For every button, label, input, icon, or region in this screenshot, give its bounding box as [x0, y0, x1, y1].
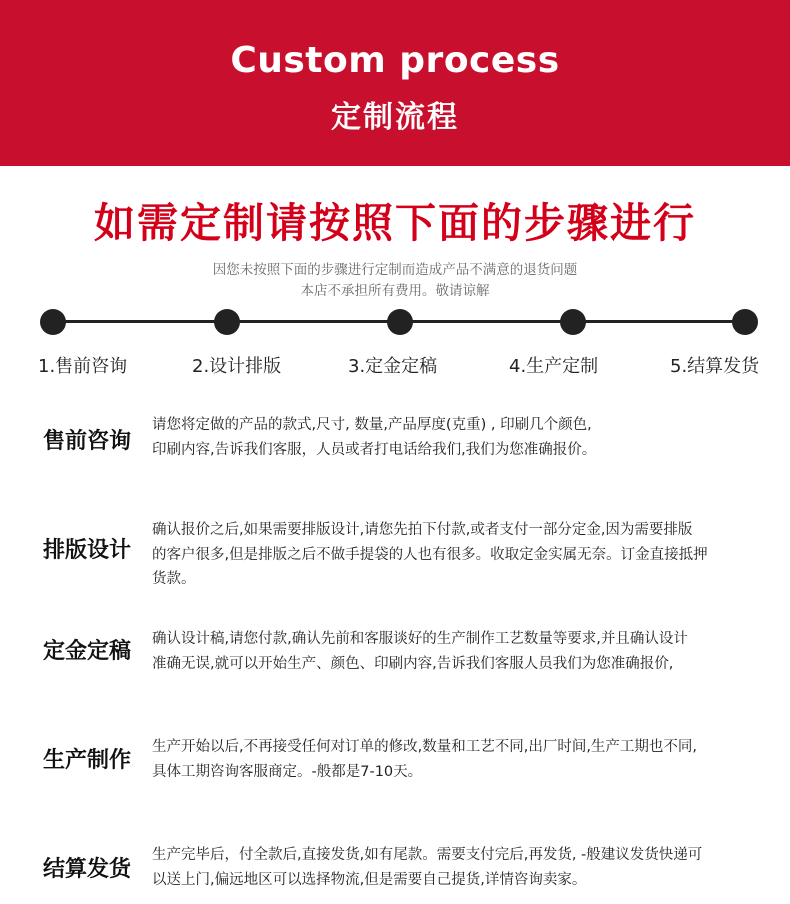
text-line: 确认报价之后,如果需要排版设计,请您先拍下付款,或者支付一部分定金,因为需要排版 — [152, 522, 693, 538]
timeline-dot-3 — [387, 309, 413, 335]
timeline-dot-2 — [214, 309, 240, 335]
text-line: 生产完毕后，付全款后,直接发货,如有尾款。需要支付完后,再发货, -般建议发货快递可 — [152, 847, 703, 863]
step-label-5: 5.结算发货 — [670, 356, 760, 377]
text-line: 确认设计稿,请您付款,确认先前和客服谈好的生产制作工艺数量等要求,并且确认设计 — [152, 631, 688, 647]
timeline-dot-5 — [732, 309, 758, 335]
text-line: 以送上门,偏远地区可以选择物流,但是需要自己提货,详情咨询卖家。 — [152, 871, 587, 888]
text-line: 货款。 — [152, 571, 196, 587]
banner-title-english: Custom process — [230, 40, 560, 81]
section-text-settlement — [152, 843, 767, 892]
text-line: 具体工期咨询客服商定。-般都是7-10天。 — [152, 763, 423, 780]
timeline-dot-4 — [560, 309, 586, 335]
timeline-dot-1 — [40, 309, 66, 335]
step-label-3: 3.定金定稿 — [348, 356, 438, 377]
text-line: 印刷内容,告诉我们客服，人员或者打电话给我们,我们为您准确报价。 — [152, 441, 597, 458]
section-title-deposit: 定金定稿 — [43, 639, 132, 664]
text-line: 请您将定做的产品的款式,尺寸, 数量,产品厚度(克重) , 印刷几个颜色, — [152, 417, 592, 433]
section-title-production: 生产制作 — [43, 748, 132, 773]
banner-edge-path — [0, 154, 790, 164]
main-headline: 如需定制请按照下面的步骤进行 — [94, 199, 696, 247]
step-label-2: 2.设计排版 — [192, 356, 282, 377]
section-title-design: 排版设计 — [43, 538, 132, 563]
section-text-deposit — [152, 627, 767, 676]
section-text-presale — [152, 413, 767, 462]
header-banner — [0, 0, 790, 166]
text-line: 的客户很多,但是排版之后不做手提袋的人也有很多。收取定金实属无奈。订金直接抵押 — [152, 546, 708, 563]
notice-line-2: 本店不承担所有费用。敬请谅解 — [300, 283, 490, 299]
text-line: 准确无误,就可以开始生产、颜色、印刷内容,告诉我们客服人员我们为您准确报价, — [152, 655, 674, 672]
section-title-presale: 售前咨询 — [43, 429, 132, 454]
banner-title-chinese: 定制流程 — [331, 100, 459, 135]
step-label-4: 4.生产定制 — [509, 356, 599, 377]
notice-line-1: 因您未按照下面的步骤进行定制而造成产品不满意的退货问题 — [212, 262, 578, 278]
step-label-1: 1.售前咨询 — [38, 356, 128, 377]
text-line: 生产开始以后,不再接受任何对订单的修改,数量和工艺不同,出厂时间,生产工期也不同, — [152, 739, 698, 755]
section-text-production — [152, 735, 767, 784]
section-title-settlement: 结算发货 — [43, 857, 132, 882]
section-text-design — [152, 518, 767, 592]
banner-scalloped-edge — [0, 154, 790, 170]
